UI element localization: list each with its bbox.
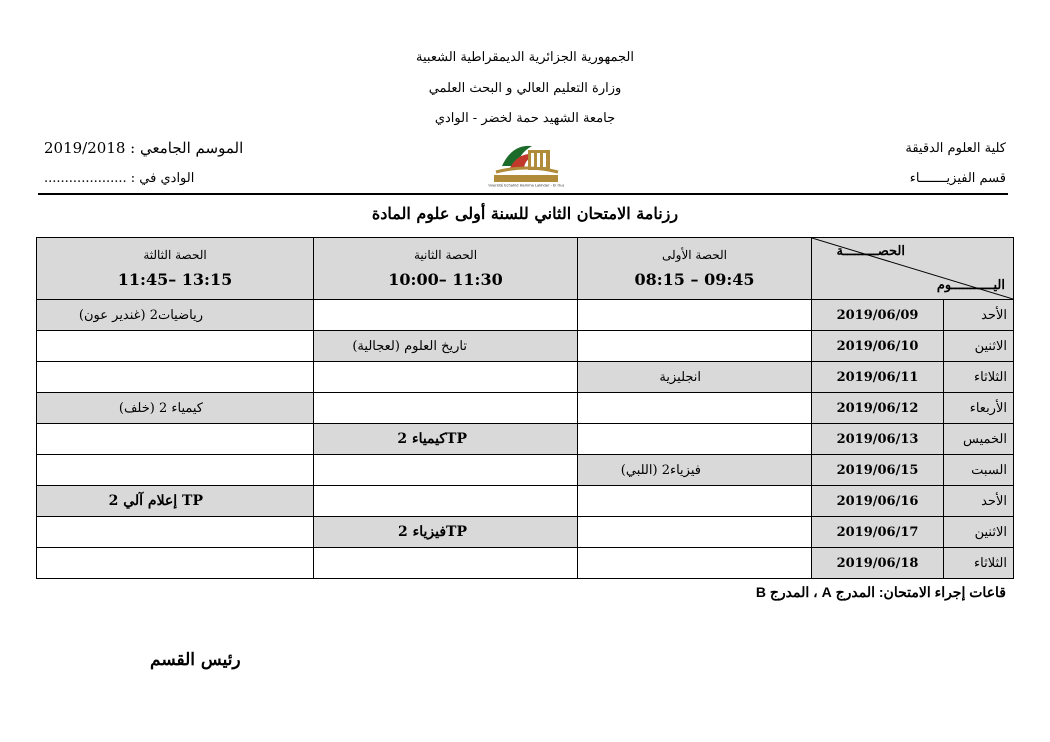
session-cell	[578, 517, 812, 548]
table-row	[37, 517, 1014, 548]
day-cell: الاثنين	[944, 517, 1014, 548]
table-header-row	[37, 238, 1014, 300]
session-cell	[314, 362, 578, 393]
session-cell	[314, 486, 578, 517]
session-cell: TPفيزياء 2	[314, 517, 578, 548]
day-cell: الأربعاء	[944, 393, 1014, 424]
session-cell	[578, 424, 812, 455]
date-cell: 2019/06/16	[812, 486, 944, 517]
session-cell	[314, 300, 578, 331]
day-cell: السبت	[944, 455, 1014, 486]
session-cell	[37, 548, 314, 579]
session-cell	[578, 486, 812, 517]
date-cell: 2019/06/09	[812, 300, 944, 331]
date-cell: 2019/06/12	[812, 393, 944, 424]
session-cell	[37, 517, 314, 548]
session-cell	[37, 424, 314, 455]
logo-caption: Université Echahid Hamma Lakhdar - El Oued	[488, 183, 564, 188]
day-cell: الأحد	[944, 300, 1014, 331]
session-cell	[578, 393, 812, 424]
table-row	[37, 300, 1014, 331]
header-ministry: وزارة التعليم العالي و البحث العلمي	[428, 81, 622, 96]
corner-cell	[812, 238, 1014, 300]
date-cell: 2019/06/18	[812, 548, 944, 579]
day-cell: الأحد	[944, 486, 1014, 517]
session-cell	[314, 455, 578, 486]
table-row	[37, 331, 1014, 362]
university-logo	[488, 136, 564, 188]
session-cell	[37, 455, 314, 486]
session-cell	[37, 362, 314, 393]
session-cell: رياضيات2 (غندير عون)	[37, 300, 314, 331]
date-cell: 2019/06/15	[812, 455, 944, 486]
exam-schedule-table	[36, 237, 1014, 579]
session-cell: TP إعلام آلي 2	[37, 486, 314, 517]
table-row	[37, 486, 1014, 517]
corner-session-label: الحصـــــــــة	[836, 244, 905, 259]
session-cell	[578, 331, 812, 362]
table-row	[37, 362, 1014, 393]
header-divider	[38, 193, 1008, 195]
header-republic: الجمهورية الجزائرية الديمقراطية الشعبية	[416, 50, 634, 65]
day-cell: الثلاثاء	[944, 362, 1014, 393]
document-title: رزنامة الامتحان الثاني للسنة أولى علوم المادة	[371, 204, 679, 223]
corner-day-label: اليـــــــــــوم	[936, 278, 1005, 293]
academic-season: الموسم الجامعي : 2019/2018	[44, 139, 244, 157]
session-cell	[578, 548, 812, 579]
session-cell: فيزياء2 (اللبي)	[578, 455, 812, 486]
session-cell: تاريخ العلوم (لعجالية)	[314, 331, 578, 362]
place-date: الوادي في : ....................	[44, 171, 195, 186]
date-cell: 2019/06/11	[812, 362, 944, 393]
date-cell: 2019/06/17	[812, 517, 944, 548]
faculty-name: كلية العلوم الدقيقة	[905, 141, 1006, 156]
slot-header-2: الحصة الثانية 10:00– 11:30	[314, 238, 578, 300]
day-cell: الثلاثاء	[944, 548, 1014, 579]
slot-header-3: الحصة الثالثة 11:45– 13:15	[37, 238, 314, 300]
session-cell	[37, 331, 314, 362]
session-cell	[578, 300, 812, 331]
day-cell: الاثنين	[944, 331, 1014, 362]
table-row	[37, 393, 1014, 424]
table-row	[37, 455, 1014, 486]
slot-header-1: الحصة الأولى 08:15 – 09:45	[578, 238, 812, 300]
exam-halls-note: قاعات إجراء الامتحان: المدرج A ، المدرج B	[755, 584, 1006, 600]
session-cell: كيمياء 2 (خلف)	[37, 393, 314, 424]
session-cell	[314, 393, 578, 424]
table-row	[37, 424, 1014, 455]
date-cell: 2019/06/10	[812, 331, 944, 362]
date-cell: 2019/06/13	[812, 424, 944, 455]
day-cell: الخميس	[944, 424, 1014, 455]
department-head-signature: رئيس القسم	[150, 650, 241, 670]
session-cell	[314, 548, 578, 579]
department-name: قسم الفيزيـــــــاء	[909, 171, 1006, 186]
table-row	[37, 548, 1014, 579]
header-university: جامعة الشهيد حمة لخضر - الوادي	[434, 111, 616, 126]
session-cell: انجليزية	[578, 362, 812, 393]
session-cell: TPكيمياء 2	[314, 424, 578, 455]
